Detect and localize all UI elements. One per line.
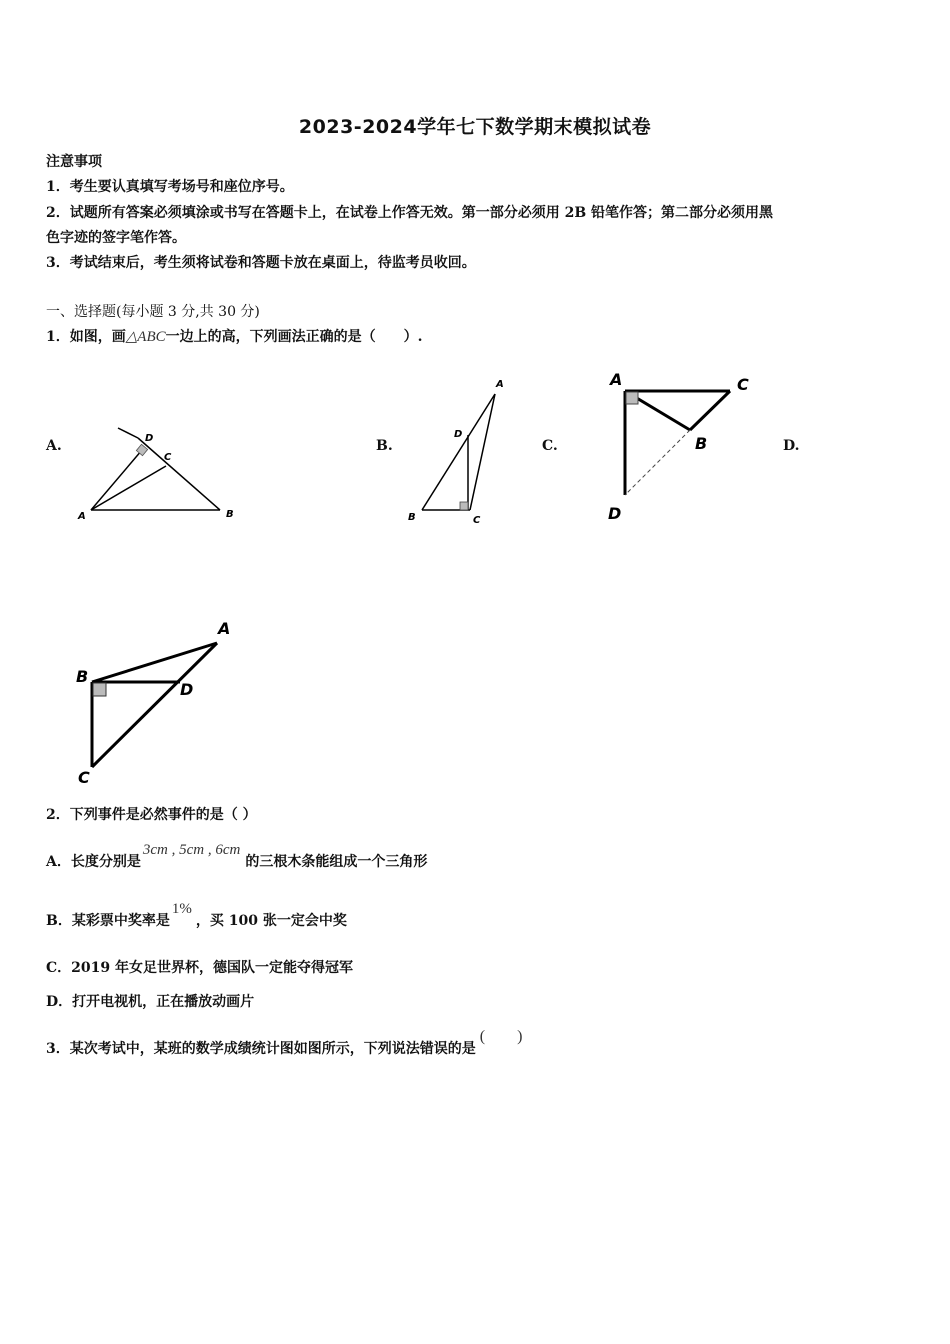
page-title: 2023-2024学年七下数学期末模拟试卷: [298, 116, 652, 138]
fig-c-label-c: C: [737, 375, 749, 394]
section-heading: 一、选择题(每小题 3 分,共 30 分): [46, 304, 260, 320]
fig-a-label-c: C: [164, 452, 172, 463]
option-b-label: B.: [376, 438, 393, 454]
fig-a-label-a: A: [78, 511, 86, 522]
q2-b-suffix: ，买 100 张一定会中奖: [195, 913, 347, 929]
question-1-math: △ABC: [125, 329, 166, 345]
fig-b-label-b: B: [408, 512, 416, 523]
q2-a-suffix: 的三根木条能组成一个三角形: [245, 854, 428, 870]
fig-a-label-b: B: [226, 509, 234, 520]
question-2-option-d: D．打开电视机，正在播放动画片: [46, 994, 255, 1010]
fig-d-label-c: C: [78, 768, 90, 787]
figure-option-a: [70, 420, 250, 530]
q2-a-prefix: A．长度分别是: [46, 854, 141, 870]
question-2-option-a: [46, 842, 428, 872]
figure-option-d: [70, 615, 250, 790]
fig-b-label-a: A: [496, 379, 504, 390]
option-d-label: D.: [783, 438, 800, 454]
notes-item-2-line-2: 色字迹的签字笔作答。: [46, 230, 186, 246]
q2-b-prefix: B．某彩票中奖率是: [46, 913, 170, 929]
fig-d-label-d: D: [180, 680, 194, 699]
question-1-prefix: 1．如图，画: [46, 329, 126, 345]
q2-a-math: 3cm , 5cm , 6cm: [142, 842, 241, 858]
figure-option-c: [600, 365, 770, 525]
figure-option-b: [400, 372, 520, 532]
q3-stem-text: 3．某次考试中，某班的数学成绩统计图如图所示，下列说法错误的是: [46, 1041, 476, 1057]
fig-b-label-d: D: [454, 429, 463, 440]
fig-d-label-b: B: [76, 667, 89, 686]
question-2-option-c: C．2019 年女足世界杯，德国队一定能夺得冠军: [46, 960, 353, 976]
notes-heading: 注意事项: [46, 154, 102, 170]
option-a-label: A.: [46, 438, 62, 454]
question-1-stem: [46, 327, 423, 347]
fig-c-label-b: B: [695, 434, 708, 453]
q3-paren: ( ): [479, 1028, 523, 1045]
question-2-option-b: [46, 901, 347, 931]
fig-b-label-c: C: [473, 515, 481, 526]
fig-c-label-a: A: [610, 370, 623, 389]
fig-c-label-d: D: [608, 504, 622, 523]
q2-b-math: 1%: [171, 901, 192, 917]
question-2-stem: 2．下列事件是必然事件的是（ ）: [46, 807, 257, 823]
notes-item-1: 1．考生要认真填写考场号和座位序号。: [46, 179, 294, 195]
question-3-stem: [46, 1028, 523, 1059]
notes-item-3: 3．考试结束后，考生须将试卷和答题卡放在桌面上，待监考员收回。: [46, 255, 476, 271]
fig-a-label-d: D: [145, 433, 154, 444]
fig-d-label-a: A: [218, 619, 231, 638]
option-c-label: C.: [542, 438, 558, 454]
notes-item-2-line-1: 2．试题所有答案必须填涂或书写在答题卡上，在试卷上作答无效。第一部分必须用 2B 铅笔作答；第二部分必须用黑: [46, 205, 774, 221]
question-1-suffix: 一边上的高，下列画法正确的是（ ）.: [165, 329, 423, 345]
